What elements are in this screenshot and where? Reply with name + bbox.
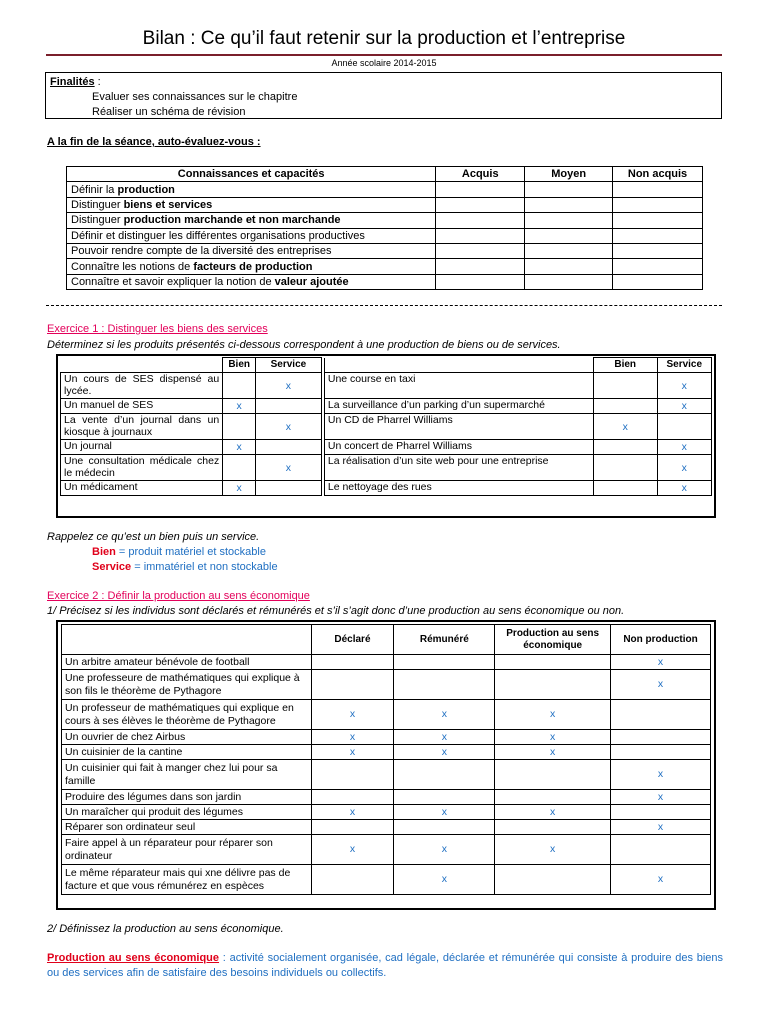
skill-keyword: valeur ajoutée — [274, 275, 349, 288]
production-row — [62, 670, 711, 700]
finalites-colon: : — [94, 76, 101, 88]
service-header: Service — [657, 358, 711, 373]
goods-services-row — [61, 481, 712, 496]
bien-check[interactable]: x — [223, 440, 256, 455]
school-year: Année scolaire 2014-2015 — [331, 58, 437, 68]
non-production-check[interactable]: x — [611, 790, 711, 805]
declare-check[interactable]: x — [311, 730, 394, 745]
remunere-check[interactable] — [394, 790, 495, 805]
remunere-check[interactable]: x — [394, 700, 495, 730]
bien-check[interactable]: x — [223, 481, 256, 496]
product-label: Un manuel de SES — [61, 399, 223, 414]
production-row — [62, 865, 711, 895]
skill-text: Distinguer — [71, 214, 124, 227]
self-eval-cell-non-acquis[interactable] — [613, 182, 703, 197]
bien-check[interactable] — [593, 440, 657, 455]
production-row — [62, 730, 711, 745]
self-eval-cell-moyen[interactable] — [525, 228, 613, 243]
skill-text: Pouvoir rendre compte de la diversité des entreprises — [71, 245, 332, 258]
production-definition — [47, 951, 723, 981]
product-label: Le nettoyage des rues — [324, 481, 593, 496]
service-check[interactable]: x — [657, 440, 711, 455]
declare-check[interactable] — [311, 760, 394, 790]
service-header: Service — [256, 358, 322, 373]
activity-label: Un maraîcher qui produit des légumes — [62, 805, 312, 820]
production-eco-header: Production au sens économique — [495, 625, 611, 655]
product-label: Un concert de Pharrel Williams — [324, 440, 593, 455]
declare-check[interactable] — [311, 865, 394, 895]
page-title: Bilan : Ce qu’il faut retenir sur la production et l’entreprise — [142, 28, 626, 49]
activity-label: Une professeure de mathématiques qui explique à son fils le théorème de Pythagore — [62, 670, 312, 700]
remunere-check[interactable] — [394, 820, 495, 835]
product-label: Un médicament — [61, 481, 223, 496]
dashed-separator — [46, 305, 722, 306]
self-eval-cell-non-acquis[interactable] — [613, 213, 703, 228]
skills-header: Acquis — [436, 167, 525, 182]
activity-label: Un arbitre amateur bénévole de football — [62, 655, 312, 670]
activity-label: Le même réparateur mais qui xne délivre pas de facture et que vous rémunérez en espèces — [62, 865, 312, 895]
service-check[interactable]: x — [657, 481, 711, 496]
production-check[interactable]: x — [495, 730, 611, 745]
production-row — [62, 760, 711, 790]
service-check[interactable] — [256, 440, 322, 455]
product-label: Une consultation médicale chez le médecin — [61, 455, 223, 481]
product-label: Un journal — [61, 440, 223, 455]
remunere-check[interactable] — [394, 670, 495, 700]
bien-def-text: produit matériel et stockable — [128, 546, 266, 558]
product-label: Un CD de Pharrel Williams — [324, 414, 593, 440]
bien-check[interactable] — [223, 414, 256, 440]
self-eval-cell-non-acquis[interactable] — [613, 243, 703, 258]
production-check[interactable]: x — [495, 835, 611, 865]
self-eval-cell-acquis[interactable] — [436, 274, 525, 289]
exercise2-instructions: 1/ Précisez si les individus sont déclarés et rémunérés et s’il s’agit donc d’une production au sens économique ou non. — [47, 605, 625, 617]
declare-check[interactable] — [311, 655, 394, 670]
declare-header: Déclaré — [311, 625, 394, 655]
product-label: La réalisation d’un site web pour une entreprise — [324, 455, 593, 481]
non-production-header: Non production — [611, 625, 711, 655]
remunere-check[interactable]: x — [394, 835, 495, 865]
declare-check[interactable]: x — [311, 835, 394, 865]
bien-check[interactable]: x — [593, 414, 657, 440]
skill-text: Distinguer — [71, 198, 124, 211]
skills-row — [67, 274, 703, 289]
recall-question: Rappelez ce qu’est un bien puis un service. — [47, 531, 260, 543]
product-label: La vente d’un journal dans un kiosque à journaux — [61, 414, 223, 440]
auto-eval-label: A la fin de la séance, auto-évaluez-vous : — [47, 136, 261, 148]
empty-header — [324, 358, 593, 373]
remunere-check[interactable] — [394, 760, 495, 790]
declare-check[interactable] — [311, 670, 394, 700]
product-label: Un cours de SES dispensé au lycée. — [61, 373, 223, 399]
exercise2-title: Exercice 2 : Définir la production au sens économique — [47, 590, 310, 602]
production-term: Production au sens économique — [47, 952, 220, 964]
skill-label — [67, 243, 436, 258]
production-check[interactable] — [495, 820, 611, 835]
declare-check[interactable]: x — [311, 805, 394, 820]
production-row — [62, 805, 711, 820]
service-check[interactable]: x — [256, 414, 322, 440]
production-check[interactable] — [495, 655, 611, 670]
self-eval-cell-non-acquis[interactable] — [613, 259, 703, 274]
bien-definition — [92, 546, 266, 558]
production-frame — [56, 620, 716, 910]
production-row — [62, 655, 711, 670]
skill-keyword: biens et services — [123, 198, 213, 211]
goods-services-frame — [56, 354, 716, 518]
activity-label: Un ouvrier de chez Airbus — [62, 730, 312, 745]
bien-check[interactable] — [223, 373, 256, 399]
production-check[interactable]: x — [495, 745, 611, 760]
self-eval-cell-acquis[interactable] — [436, 259, 525, 274]
skills-row — [67, 243, 703, 258]
title-divider — [46, 54, 722, 56]
non-production-check[interactable]: x — [611, 865, 711, 895]
remunere-header: Rémunéré — [394, 625, 495, 655]
empty-header — [61, 358, 223, 373]
skill-label — [67, 274, 436, 289]
bien-term: Bien — [92, 546, 116, 558]
remunere-check[interactable]: x — [394, 865, 495, 895]
self-eval-cell-non-acquis[interactable] — [613, 274, 703, 289]
skill-keyword: production marchande et non marchande — [123, 214, 341, 227]
declare-check[interactable]: x — [311, 700, 394, 730]
activity-label: Produire des légumes dans son jardin — [62, 790, 312, 805]
goods-services-row — [61, 455, 712, 481]
bien-check[interactable] — [223, 455, 256, 481]
exercise1-instructions: Déterminez si les produits présentés ci-dessous correspondent à une production de biens ou de services. — [47, 339, 561, 351]
question-2: 2/ Définissez la production au sens économique. — [47, 923, 284, 935]
finalite-item: Réaliser un schéma de révision — [92, 106, 246, 118]
goods-services-row — [61, 399, 712, 414]
bien-header: Bien — [593, 358, 657, 373]
skill-label — [67, 259, 436, 274]
skill-keyword: production — [117, 183, 175, 196]
production-check[interactable] — [495, 865, 611, 895]
exercise1-title: Exercice 1 : Distinguer les biens des services — [47, 323, 268, 335]
self-eval-cell-moyen[interactable] — [525, 259, 613, 274]
production-check[interactable] — [495, 790, 611, 805]
non-production-check[interactable]: x — [611, 820, 711, 835]
production-row — [62, 835, 711, 865]
non-production-check[interactable] — [611, 745, 711, 760]
bien-header: Bien — [223, 358, 256, 373]
skill-text: Connaître les notions de — [71, 260, 194, 273]
non-production-check[interactable] — [611, 730, 711, 745]
goods-services-table — [60, 357, 712, 496]
activity-label: Réparer son ordinateur seul — [62, 820, 312, 835]
non-production-check[interactable]: x — [611, 670, 711, 700]
bien-check[interactable] — [593, 481, 657, 496]
production-row — [62, 745, 711, 760]
goods-services-row — [61, 373, 712, 399]
self-eval-cell-acquis[interactable] — [436, 182, 525, 197]
goods-services-row — [61, 440, 712, 455]
skill-label — [67, 228, 436, 243]
skills-row — [67, 182, 703, 197]
skill-text: Définir et distinguer les différentes organisations productives — [71, 229, 365, 242]
skill-keyword: facteurs de production — [193, 260, 313, 273]
service-check[interactable] — [256, 399, 322, 414]
skills-table — [66, 166, 703, 290]
bien-check[interactable]: x — [223, 399, 256, 414]
production-row — [62, 820, 711, 835]
activity-label: Faire appel à un réparateur pour réparer son ordinateur — [62, 835, 312, 865]
production-row — [62, 790, 711, 805]
finalites-label: Finalités — [50, 76, 95, 88]
remunere-check[interactable] — [394, 655, 495, 670]
equals-sign: = — [115, 546, 129, 558]
production-header-row — [62, 625, 711, 655]
activity-label: Un professeur de mathématiques qui explique en cours à ses élèves le théorème de Pythagore — [62, 700, 312, 730]
self-eval-cell-moyen[interactable] — [525, 197, 613, 212]
service-def-text: immatériel et non stockable — [143, 561, 278, 573]
bien-check[interactable] — [593, 373, 657, 399]
remunere-check[interactable]: x — [394, 745, 495, 760]
non-production-check[interactable] — [611, 805, 711, 820]
equals-sign: = — [131, 561, 144, 573]
skills-header: Non acquis — [613, 167, 703, 182]
self-eval-cell-acquis[interactable] — [436, 228, 525, 243]
production-row — [62, 700, 711, 730]
self-eval-cell-non-acquis[interactable] — [613, 228, 703, 243]
remunere-check[interactable]: x — [394, 805, 495, 820]
self-eval-cell-moyen[interactable] — [525, 274, 613, 289]
production-def-text: : activité socialement organisée, cad légale, déclarée et rémunérée qui consiste à produire des biens ou des services afin de satisfaire des besoins individuels ou collectifs. — [47, 952, 724, 979]
skill-text: Définir la — [71, 183, 118, 196]
self-eval-cell-acquis[interactable] — [436, 243, 525, 258]
declare-check[interactable] — [311, 820, 394, 835]
production-check[interactable] — [495, 760, 611, 790]
service-definition — [92, 561, 278, 573]
production-check[interactable]: x — [495, 700, 611, 730]
self-eval-cell-non-acquis[interactable] — [613, 197, 703, 212]
self-eval-cell-acquis[interactable] — [436, 197, 525, 212]
skills-header: Connaissances et capacités — [67, 167, 436, 182]
self-eval-cell-moyen[interactable] — [525, 213, 613, 228]
non-production-check[interactable]: x — [611, 760, 711, 790]
activity-label: Un cuisinier qui fait à manger chez lui pour sa famille — [62, 760, 312, 790]
skills-row — [67, 259, 703, 274]
service-check[interactable]: x — [657, 455, 711, 481]
service-check[interactable] — [657, 414, 711, 440]
activity-label: Un cuisinier de la cantine — [62, 745, 312, 760]
self-eval-cell-acquis[interactable] — [436, 213, 525, 228]
skill-label — [67, 213, 436, 228]
declare-check[interactable] — [311, 790, 394, 805]
service-term: Service — [92, 561, 132, 573]
skills-row — [67, 213, 703, 228]
production-check[interactable]: x — [495, 805, 611, 820]
product-label: La surveillance d’un parking d’un supermarché — [324, 399, 593, 414]
finalite-item: Evaluer ses connaissances sur le chapitre — [92, 91, 298, 103]
skills-row — [67, 228, 703, 243]
production-table — [61, 624, 711, 895]
remunere-check[interactable]: x — [394, 730, 495, 745]
skill-label — [67, 197, 436, 212]
skills-header-row — [67, 167, 703, 182]
finalites-box — [45, 72, 722, 119]
skills-header: Moyen — [525, 167, 613, 182]
self-eval-cell-moyen[interactable] — [525, 243, 613, 258]
service-check[interactable]: x — [657, 373, 711, 399]
skill-label — [67, 182, 436, 197]
declare-check[interactable]: x — [311, 745, 394, 760]
goods-services-header-row — [61, 358, 712, 373]
non-production-check[interactable] — [611, 700, 711, 730]
empty-header — [62, 625, 312, 655]
service-check[interactable] — [256, 481, 322, 496]
bien-check[interactable] — [593, 399, 657, 414]
skills-row — [67, 197, 703, 212]
service-check[interactable]: x — [256, 373, 322, 399]
service-check[interactable]: x — [657, 399, 711, 414]
production-check[interactable] — [495, 670, 611, 700]
product-label: Une course en taxi — [324, 373, 593, 399]
goods-services-row — [61, 414, 712, 440]
skill-text: Connaître et savoir expliquer la notion de — [71, 275, 275, 288]
non-production-check[interactable] — [611, 835, 711, 865]
bien-check[interactable] — [593, 455, 657, 481]
service-check[interactable]: x — [256, 455, 322, 481]
self-eval-cell-moyen[interactable] — [525, 182, 613, 197]
non-production-check[interactable]: x — [611, 655, 711, 670]
